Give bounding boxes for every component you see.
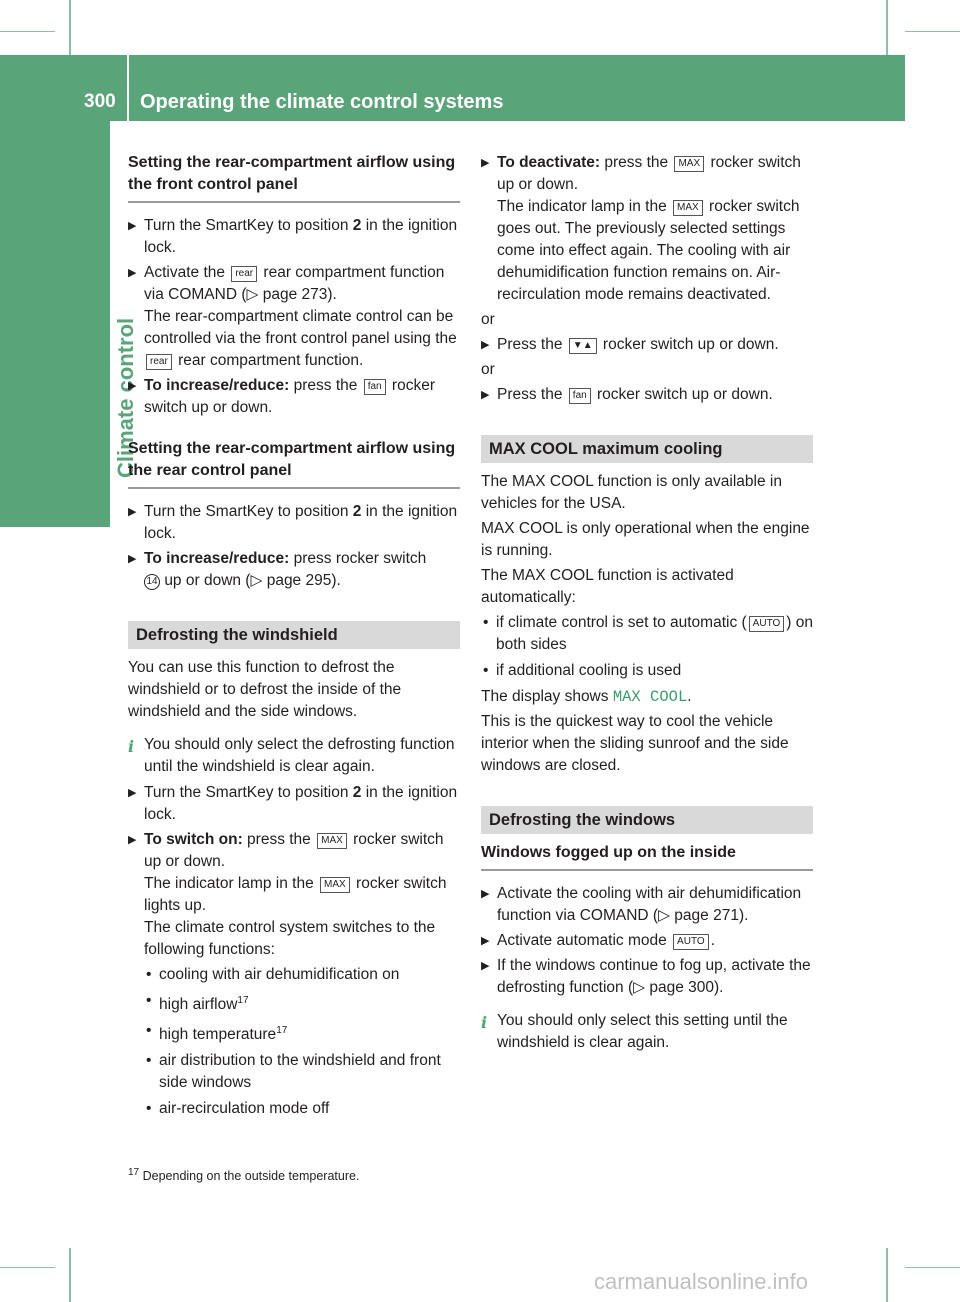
list-item: • if additional cooling is used <box>481 660 813 682</box>
step: ▶ Press the ▼▲ rocker switch up or down. <box>481 334 813 356</box>
defrost-max-icon: MAX <box>320 877 350 893</box>
list-item: • cooling with air dehumidification on <box>144 964 460 986</box>
step: ▶ To switch on: press the MAX rocker switch up or down. The indicator lamp in the MAX rocker switch lights up. The climate control system switches to the following functions: <box>128 829 460 961</box>
step: ▶ To deactivate: press the MAX rocker switch up or down. The indicator lamp in the MAX rocker switch goes out. The previously selected settings come into effect again. The cooling with air dehumidification function remains on. Air-recirculation mode remains deactivated. <box>481 152 813 306</box>
step: ▶ Activate the rear rear compartment function via COMAND (▷ page 273). The rear-compartment climate control can be controlled via the front control panel using the rear rear compartment function. <box>128 262 460 372</box>
left-column <box>128 152 460 1124</box>
page-number: 300 <box>84 91 116 112</box>
paragraph: The MAX COOL function is only available in vehicles for the USA. <box>481 473 782 512</box>
display-text: MAX COOL <box>612 688 688 706</box>
info-icon: i <box>128 737 135 756</box>
paragraph: The display shows MAX COOL. <box>481 688 692 706</box>
watermark: carmanualsonline.info <box>594 1269 809 1294</box>
list-item: • air-recirculation mode off <box>144 1098 460 1120</box>
info-note: i You should only select the defrosting function until the windshield is clear again. <box>128 736 455 775</box>
list-item: • high airflow$^{17}$ <box>144 990 460 1016</box>
crop-mark <box>69 0 71 55</box>
or-text: or <box>481 311 495 328</box>
list-item: • high temperature$^{17}$ <box>144 1020 460 1046</box>
section-heading: Defrosting the windows <box>481 806 813 834</box>
step: ▶ Activate the cooling with air dehumidification function via COMAND (▷ page 271). <box>481 883 813 927</box>
step: ▶ Press the fan rocker switch up or down. <box>481 384 813 406</box>
rear-compartment-icon: rear <box>231 266 257 282</box>
side-label: Climate control <box>113 317 138 478</box>
info-note: i You should only select this setting until the windshield is clear again. <box>481 1012 788 1051</box>
list-item: • if climate control is set to automatic ( AUTO ) on both sides <box>481 612 813 656</box>
crop-mark <box>0 1267 55 1268</box>
paragraph: MAX COOL is only operational when the engine is running. <box>481 520 810 559</box>
rear-compartment-icon: rear <box>146 354 172 370</box>
step: ▶ Activate automatic mode AUTO . <box>481 930 813 952</box>
defrost-max-icon: MAX <box>317 833 347 849</box>
footnote: $^{17}$ Depending on the outside temperature. <box>128 1167 360 1184</box>
auto-icon: AUTO <box>673 934 709 950</box>
step: ▶ Turn the SmartKey to position 2 in the ignition lock. <box>128 215 460 259</box>
subheading: Setting the rear-compartment airflow using the front control panel <box>128 152 460 203</box>
defrost-max-icon: MAX <box>674 156 704 172</box>
section-heading: Defrosting the windshield <box>128 621 460 649</box>
step: ▶ Turn the SmartKey to position 2 in the ignition lock. <box>128 782 460 826</box>
crop-mark <box>69 1248 71 1302</box>
side-tab <box>0 121 110 527</box>
crop-mark <box>905 1267 960 1268</box>
or-text: or <box>481 361 495 378</box>
callout-number: 14 <box>144 574 160 590</box>
section-heading: MAX COOL maximum cooling <box>481 435 813 463</box>
header-separator <box>127 55 129 121</box>
subheading: Setting the rear-compartment airflow using the rear control panel <box>128 438 460 489</box>
info-icon: i <box>481 1013 488 1032</box>
list-item: • air distribution to the windshield and front side windows <box>144 1050 460 1094</box>
right-column <box>481 152 813 1058</box>
recirculation-icon: ▼▲ <box>569 338 597 354</box>
defrost-max-icon: MAX <box>673 200 703 216</box>
step: ▶ To increase/reduce: press rocker switch 14 up or down (▷ page 295). <box>128 548 460 592</box>
crop-mark <box>886 0 888 55</box>
paragraph: The MAX COOL function is activated automatically: <box>481 567 734 606</box>
paragraph: You can use this function to defrost the windshield or to defrost the inside of the windshield and the side windows. <box>128 659 402 720</box>
fan-icon: fan <box>364 379 386 395</box>
crop-mark <box>886 1248 888 1302</box>
auto-icon: AUTO <box>749 616 785 632</box>
step: ▶ Turn the SmartKey to position 2 in the ignition lock. <box>128 501 460 545</box>
fan-icon: fan <box>569 388 591 404</box>
crop-mark <box>0 31 55 32</box>
subheading: Windows fogged up on the inside <box>481 842 813 871</box>
step: ▶ To increase/reduce: press the fan rocker switch up or down. <box>128 375 460 419</box>
crop-mark <box>905 31 960 32</box>
chapter-title: Operating the climate control systems <box>140 91 504 113</box>
paragraph: This is the quickest way to cool the vehicle interior when the sliding sunroof and the side windows are closed. <box>481 713 789 774</box>
step: ▶ If the windows continue to fog up, activate the defrosting function (▷ page 300). <box>481 955 813 999</box>
